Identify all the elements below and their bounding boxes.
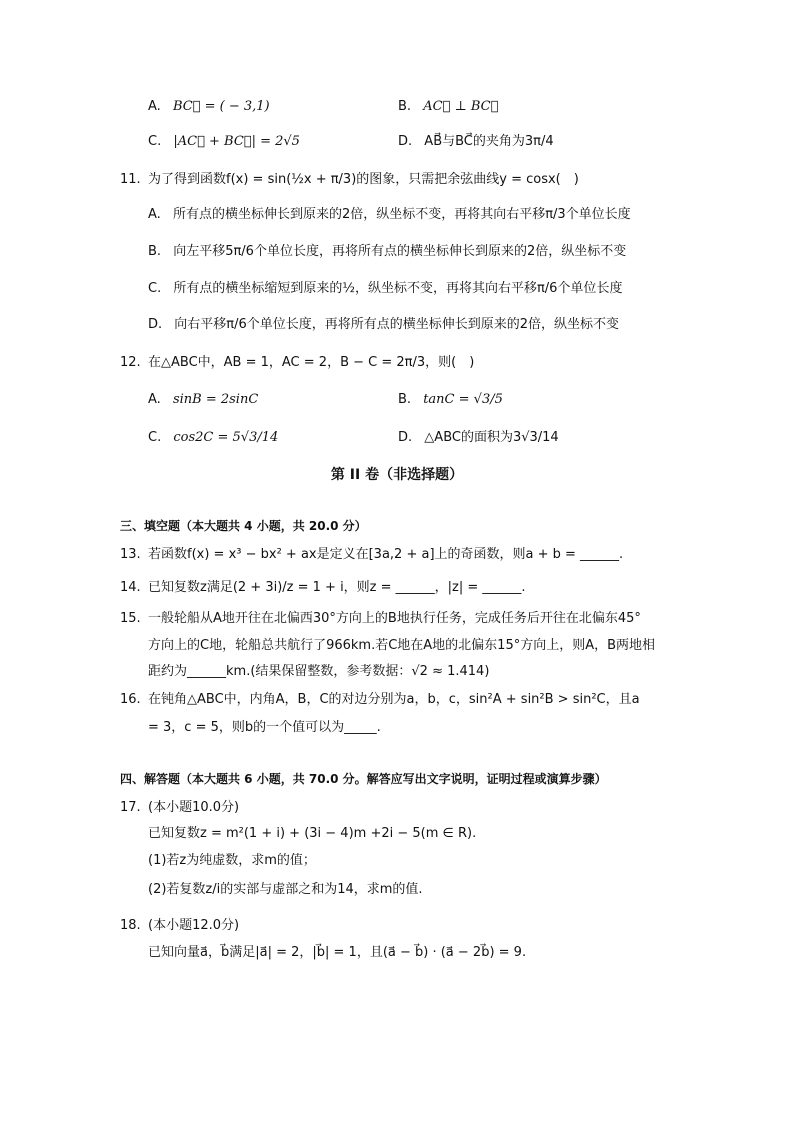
question-15 xyxy=(120,609,641,629)
question-number: 11. xyxy=(120,172,141,187)
q12-option-c xyxy=(148,428,278,448)
question-13 xyxy=(120,545,623,565)
q15-line-3: 距约为______km.(结果保留整数，参考数据：√2 ≈ 1.414) xyxy=(148,664,490,679)
q12-option-a xyxy=(148,390,258,410)
option-text: BC⃗ = ( − 3,1) xyxy=(172,99,270,114)
q10-option-a xyxy=(148,97,270,117)
option-text: |AC⃗ + BC⃗| = 2√5 xyxy=(173,134,300,149)
option-label: D. xyxy=(398,430,413,445)
question-11 xyxy=(120,170,579,190)
question-number: 17. xyxy=(120,800,141,815)
q11-option-c xyxy=(148,279,622,299)
option-text: AC⃗ ⊥ BC⃗ xyxy=(423,99,499,114)
q12-option-d xyxy=(398,428,559,448)
q15-line-2: 方向上的C地，轮船总共航行了966km.若C地在A地的北偏东15°方向上，则A，B两地相 xyxy=(148,638,656,653)
question-stem: 为了得到函数f(x) = sin(½x + π/3)的图象，只需把余弦曲线y = cosx( ) xyxy=(148,172,579,187)
question-18 xyxy=(120,916,239,936)
question-number: 16. xyxy=(120,692,141,707)
question-number: 15. xyxy=(120,611,141,626)
option-text: 所有点的横坐标缩短到原来的½，纵坐标不变，再将其向右平移π/6个单位长度 xyxy=(173,281,623,296)
question-17 xyxy=(120,798,239,818)
question-number: 13. xyxy=(120,547,141,562)
section-4-header: 四、解答题（本大题共 6 小题，共 70.0 分。解答应写出文字说明，证明过程或演算步骤） xyxy=(120,772,607,786)
q17-line-3: (1)若z为纯虚数，求m的值； xyxy=(148,853,316,868)
question-text-line: 一般轮船从A地开往在北偏西30°方向上的B地执行任务，完成任务后开往在北偏东45° xyxy=(148,611,641,626)
option-label: C. xyxy=(148,134,162,149)
q17-line-4: (2)若复数z/i的实部与虚部之和为14，求m的值. xyxy=(148,882,423,897)
question-text: 已知复数z满足(2 + 3i)/z = 1 + i，则z = ______，|z| = ______. xyxy=(148,580,526,595)
option-text: 向左平移5π/6个单位长度，再将所有点的横坐标伸长到原来的2倍，纵坐标不变 xyxy=(173,244,627,259)
option-label: B. xyxy=(398,392,412,407)
section-3-header: 三、填空题（本大题共 4 小题，共 20.0 分） xyxy=(120,519,367,533)
question-score: (本小题10.0分) xyxy=(148,800,240,815)
q16-line-2: = 3，c = 5，则b的一个值可以为_____. xyxy=(148,720,381,735)
option-text: △ABC的面积为3√3/14 xyxy=(424,430,559,445)
question-14 xyxy=(120,578,526,598)
option-label: C. xyxy=(148,281,162,296)
q10-option-c xyxy=(148,132,300,152)
option-label: B. xyxy=(148,244,162,259)
option-text: sinB = 2sinC xyxy=(172,392,259,407)
question-number: 12. xyxy=(120,355,141,370)
question-text: 若函数f(x) = x³ − bx² + ax是定义在[3a,2 + a]上的奇函数，则a + b = ______. xyxy=(148,547,624,562)
question-number: 18. xyxy=(120,918,141,933)
option-label: D. xyxy=(148,317,163,332)
option-label: C. xyxy=(148,430,162,445)
option-text: 向右平移π/6个单位长度，再将所有点的横坐标伸长到原来的2倍，纵坐标不变 xyxy=(174,317,620,332)
question-number: 14. xyxy=(120,580,141,595)
q11-option-a xyxy=(148,205,631,225)
option-text: tanC = √3/5 xyxy=(423,392,503,407)
option-label: A. xyxy=(148,207,161,222)
option-label: B. xyxy=(398,99,412,114)
option-label: D. xyxy=(398,134,413,149)
part-2-title: 第 II 卷（非选择题） xyxy=(330,467,464,483)
q10-option-b xyxy=(398,97,498,117)
question-score: (本小题12.0分) xyxy=(148,918,240,933)
question-12 xyxy=(120,353,474,373)
question-text-line: 在钝角△ABC中，内角A，B，C的对边分别为a，b，c，sin²A + sin²B > sin²C，且a xyxy=(148,692,640,707)
q17-line-2: 已知复数z = m²(1 + i) + (3i − 4)m +2i − 5(m ∈ R). xyxy=(148,826,477,841)
q11-option-b xyxy=(148,242,626,262)
option-text: AB⃗与BC⃗的夹角为3π/4 xyxy=(424,134,554,149)
option-label: A. xyxy=(148,99,161,114)
q11-option-d xyxy=(148,315,619,335)
q10-option-d xyxy=(398,132,554,152)
q18-line-2: 已知向量a⃗，b⃗满足|a⃗| = 2，|b⃗| = 1，且(a⃗ − b⃗) · (a⃗ − 2b⃗) = 9. xyxy=(148,945,527,960)
option-label: A. xyxy=(148,392,161,407)
question-16 xyxy=(120,690,640,710)
q12-option-b xyxy=(398,390,503,410)
option-text: cos2C = 5√3/14 xyxy=(173,430,279,445)
option-text: 所有点的横坐标伸长到原来的2倍，纵坐标不变，再将其向右平移π/3个单位长度 xyxy=(172,207,631,222)
question-stem: 在△ABC中，AB = 1，AC = 2，B − C = 2π/3，则( ) xyxy=(148,355,475,370)
